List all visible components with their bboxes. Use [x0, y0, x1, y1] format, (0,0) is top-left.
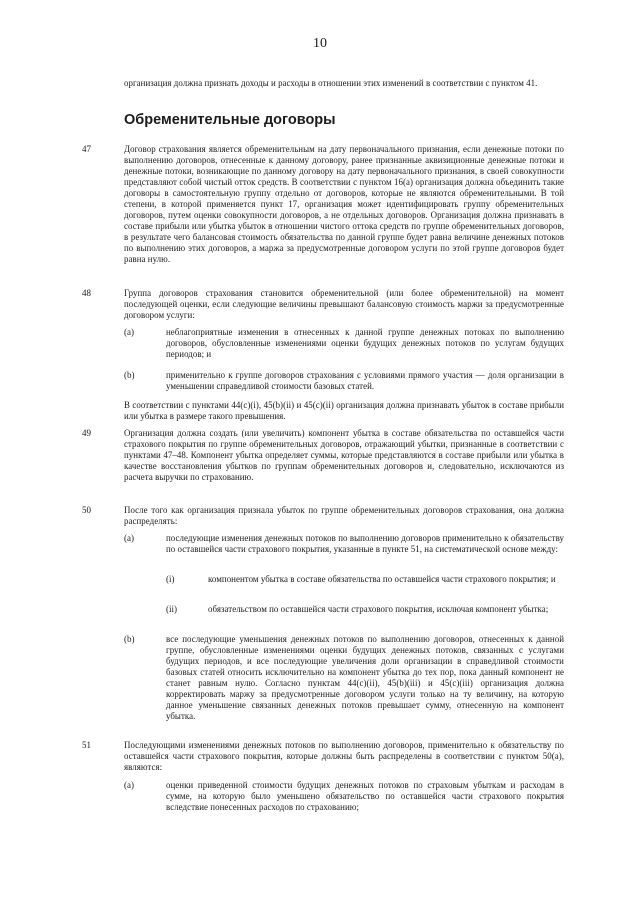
paragraph-number-48: 48	[82, 288, 91, 298]
paragraph-48: Группа договоров страхования становится обременительной (или более обременительной) на момент последующей оценки, если следующие величины превышают балансовую стоимость маржи за предусмотренные договором услуги:	[124, 288, 564, 320]
paragraph-number-51: 51	[82, 740, 91, 750]
item-48b: применительно к группе договоров страхования с условиями прямого участия — доля организации в уменьшении справедливой стоимости базовых статей.	[166, 370, 564, 391]
subitem-label-50a-ii: (ii)	[166, 604, 177, 614]
item-50b: все последующие уменьшения денежных потоков по выполнению договоров, отнесенных к данной группе, обусловленные изменениями оценки будущих денежных потоков, связанных с услугами будущих периодов, и все последующие увеличения доли организации в справедливой стоимости базовых статей относить исключительно на компонент убытка до тех пор, пока данный компонент не станет равным нулю. Согласно пунктам 44(c)(ii), 45(b)(iii) и 45(c)(iii) организация должна корректировать маржу за предусмотренные договором услуги только на ту величину, на которую данное уменьшение связанных денежных потоков превышает сумму, отнесенную на компонент убытка.	[166, 634, 564, 721]
item-51a: оценки приведенной стоимости будущих денежных потоков по страховым убыткам и расходам в сумме, на которую было уменьшено обязательство по оставшейся части страхового покрытия вследствие понесенных расходов по страхованию;	[166, 780, 564, 812]
intro-paragraph: организация должна признать доходы и расходы в отношении этих изменений в соответствии с пунктом 41.	[124, 78, 538, 88]
paragraph-47: Договор страхования является обременительным на дату первоначального признания, если денежные потоки по выполнению договоров, отнесенные к данному договору, ранее признанные аквизиционные денежные потоки и денежные потоки, возникающие по данному договору на дату первоначального признания, в своей совокупности представляют собой чистый отток средств. В соответствии с пунктом 16(а) организация должна объединить такие договоры в самостоятельную группу отдельно от договоров, которые не являются обременительными. В той степени, в которой применяется пункт 17, организация может идентифицировать группу обременительных договоров, путем оценки совокупности договоров, а не отдельных договоров. Организация должна признавать в составе прибыли или убытка убыток в отношении чистого оттока средств по группе обременительных договоров, в результате чего балансовая стоимость обязательства по данной группе будет равна величине денежных потоков по выполнению этих договоров, а маржа за предусмотренные договором услуги по этой группе договоров будет равна нулю.	[124, 144, 564, 264]
subitem-50a-i: компонентом убытка в составе обязательства по оставшейся части страхового покрытия; и	[208, 574, 556, 584]
subitem-50a-ii: обязательством по оставшейся части страхового покрытия, исключая компонент убытка;	[208, 604, 549, 614]
item-50a: последующие изменения денежных потоков по выполнению договоров применительно к обязательству по оставшейся части страхового покрытия, указанные в пункте 51, на систематической основе между:	[166, 533, 564, 554]
item-label-50b: (b)	[124, 634, 135, 644]
paragraph-number-49: 49	[82, 428, 91, 438]
item-label-48b: (b)	[124, 370, 135, 380]
item-48a: неблагоприятные изменения в отнесенных к данной группе денежных потоках по выполнению договоров, обусловленные изменениями оценки будущих денежных потоков по услугам будущих периодов; и	[166, 327, 564, 359]
paragraph-48-continuation: В соответствии с пунктами 44(c)(i), 45(b)(ii) и 45(c)(ii) организация должна признавать убыток в составе прибыли или убытка в размере такого превышения.	[124, 400, 564, 421]
paragraph-49: Организация должна создать (или увеличить) компонент убытка в составе обязательства по оставшейся части страхового покрытия по группе обременительных договоров, отражающий убытки, признанные в соответствии с пунктами 47–48. Компонент убытка определяет суммы, которые представляются в составе прибыли или убытка в качестве восстановления убытков по группам обременительных договоров и, следовательно, исключаются из расчета выручки по страхованию.	[124, 428, 564, 482]
paragraph-number-50: 50	[82, 505, 91, 515]
item-label-51a: (a)	[124, 780, 134, 790]
section-heading: Обременительные договоры	[124, 112, 336, 128]
item-label-48a: (a)	[124, 327, 134, 337]
subitem-label-50a-i: (i)	[166, 574, 175, 584]
item-label-50a: (a)	[124, 533, 134, 543]
page-number: 10	[313, 36, 327, 51]
paragraph-51: Последующими изменениями денежных потоков по выполнению договоров, применительно к обязательству по оставшейся части страхового покрытия, которые должны быть распределены в соответствии с пунктом 50(a), являются:	[124, 740, 564, 772]
paragraph-number-47: 47	[82, 144, 91, 154]
paragraph-50: После того как организация признала убыток по группе обременительных договоров страхования, она должна распределять:	[124, 505, 564, 526]
